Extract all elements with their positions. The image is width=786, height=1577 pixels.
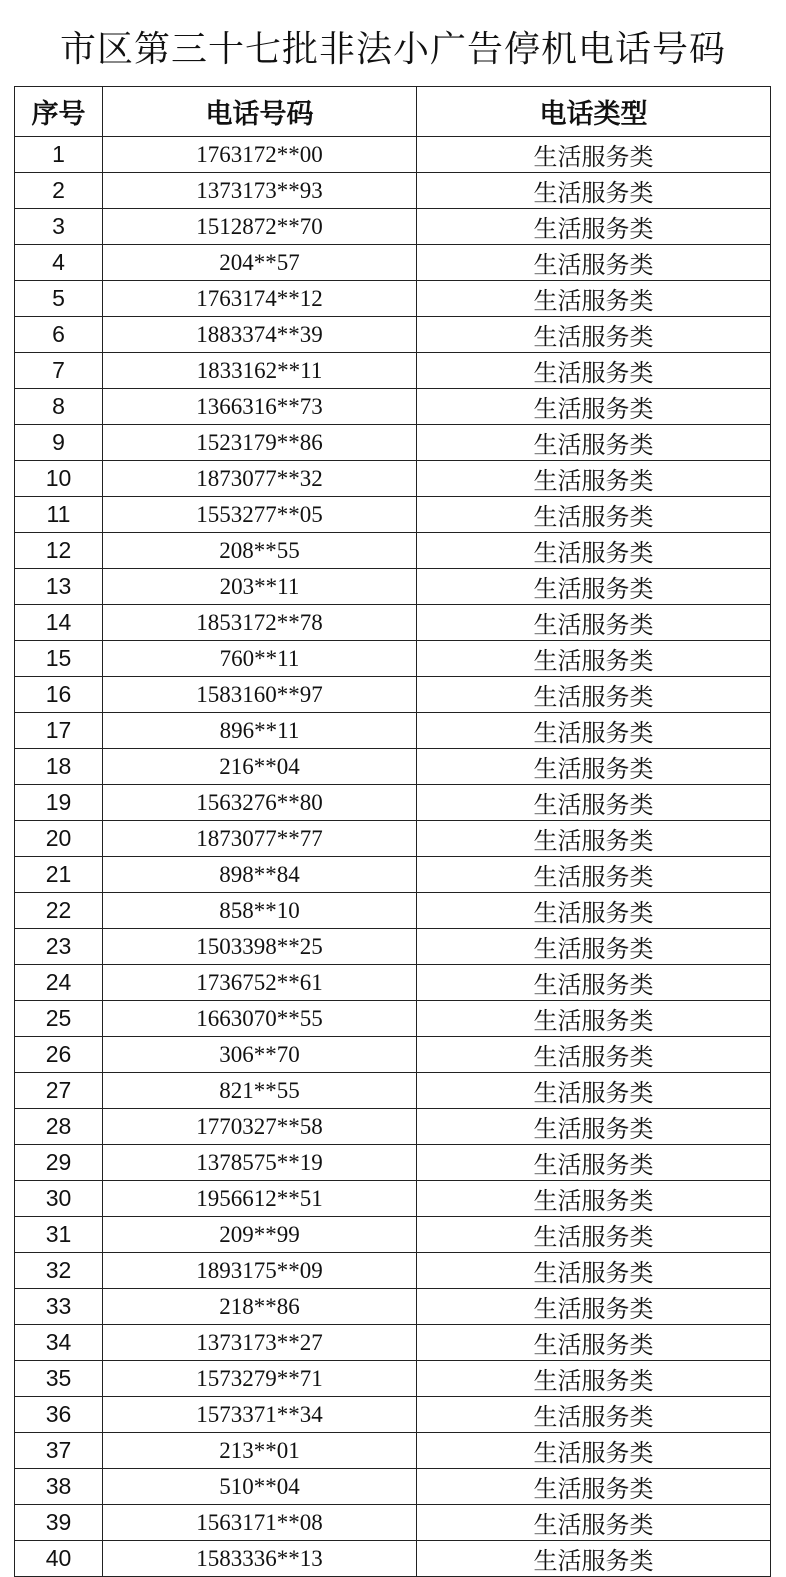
table-row bbox=[15, 1541, 771, 1577]
table-row bbox=[15, 569, 771, 605]
phone-number-cell: 1873077**32 bbox=[103, 461, 417, 497]
row-number-cell: 7 bbox=[15, 353, 103, 389]
phone-number-cell: 1512872**70 bbox=[103, 209, 417, 245]
phone-type-cell: 生活服务类 bbox=[417, 533, 771, 569]
phone-type-cell: 生活服务类 bbox=[417, 965, 771, 1001]
phone-type-cell: 生活服务类 bbox=[417, 245, 771, 281]
phone-type-cell: 生活服务类 bbox=[417, 497, 771, 533]
phone-type-cell: 生活服务类 bbox=[417, 1037, 771, 1073]
phone-type-cell: 生活服务类 bbox=[417, 173, 771, 209]
table-row bbox=[15, 1253, 771, 1289]
row-number-cell: 40 bbox=[15, 1541, 103, 1577]
phone-type-cell: 生活服务类 bbox=[417, 569, 771, 605]
row-number-cell: 12 bbox=[15, 533, 103, 569]
row-number-cell: 14 bbox=[15, 605, 103, 641]
phone-type-cell: 生活服务类 bbox=[417, 281, 771, 317]
row-number-cell: 39 bbox=[15, 1505, 103, 1541]
phone-number-cell: 1873077**77 bbox=[103, 821, 417, 857]
table-header bbox=[15, 87, 771, 137]
phone-type-cell: 生活服务类 bbox=[417, 1505, 771, 1541]
phone-number-cell: 216**04 bbox=[103, 749, 417, 785]
phone-number-cell: 1523179**86 bbox=[103, 425, 417, 461]
phone-number-cell: 1366316**73 bbox=[103, 389, 417, 425]
table-body bbox=[15, 137, 771, 1577]
phone-type-cell: 生活服务类 bbox=[417, 821, 771, 857]
phone-type-cell: 生活服务类 bbox=[417, 1109, 771, 1145]
row-number-cell: 38 bbox=[15, 1469, 103, 1505]
phone-number-cell: 218**86 bbox=[103, 1289, 417, 1325]
table-row bbox=[15, 533, 771, 569]
table-row bbox=[15, 749, 771, 785]
phone-number-cell: 1763172**00 bbox=[103, 137, 417, 173]
table-row bbox=[15, 713, 771, 749]
table-row bbox=[15, 317, 771, 353]
row-number-cell: 32 bbox=[15, 1253, 103, 1289]
table-row bbox=[15, 173, 771, 209]
row-number-cell: 25 bbox=[15, 1001, 103, 1037]
phone-table bbox=[14, 86, 771, 1577]
row-number-cell: 2 bbox=[15, 173, 103, 209]
row-number-cell: 10 bbox=[15, 461, 103, 497]
phone-number-cell: 821**55 bbox=[103, 1073, 417, 1109]
phone-number-cell: 306**70 bbox=[103, 1037, 417, 1073]
table-row bbox=[15, 209, 771, 245]
row-number-cell: 19 bbox=[15, 785, 103, 821]
row-number-cell: 3 bbox=[15, 209, 103, 245]
phone-number-cell: 1956612**51 bbox=[103, 1181, 417, 1217]
phone-number-cell: 1373173**27 bbox=[103, 1325, 417, 1361]
row-number-cell: 29 bbox=[15, 1145, 103, 1181]
table-row bbox=[15, 497, 771, 533]
table-row bbox=[15, 785, 771, 821]
phone-type-cell: 生活服务类 bbox=[417, 1325, 771, 1361]
row-number-cell: 9 bbox=[15, 425, 103, 461]
row-number-cell: 20 bbox=[15, 821, 103, 857]
table-row bbox=[15, 425, 771, 461]
row-number-cell: 23 bbox=[15, 929, 103, 965]
table-row bbox=[15, 1325, 771, 1361]
phone-type-cell: 生活服务类 bbox=[417, 749, 771, 785]
phone-number-cell: 203**11 bbox=[103, 569, 417, 605]
phone-number-cell: 858**10 bbox=[103, 893, 417, 929]
phone-type-cell: 生活服务类 bbox=[417, 1433, 771, 1469]
table-row bbox=[15, 1073, 771, 1109]
phone-number-cell: 204**57 bbox=[103, 245, 417, 281]
table-row bbox=[15, 857, 771, 893]
row-number-cell: 6 bbox=[15, 317, 103, 353]
table-row bbox=[15, 965, 771, 1001]
row-number-cell: 28 bbox=[15, 1109, 103, 1145]
table-row bbox=[15, 137, 771, 173]
row-number-cell: 13 bbox=[15, 569, 103, 605]
phone-type-cell: 生活服务类 bbox=[417, 929, 771, 965]
phone-number-cell: 208**55 bbox=[103, 533, 417, 569]
phone-number-cell: 213**01 bbox=[103, 1433, 417, 1469]
table-row bbox=[15, 1145, 771, 1181]
row-number-cell: 30 bbox=[15, 1181, 103, 1217]
row-number-cell: 34 bbox=[15, 1325, 103, 1361]
phone-type-cell: 生活服务类 bbox=[417, 389, 771, 425]
phone-type-cell: 生活服务类 bbox=[417, 1073, 771, 1109]
phone-type-cell: 生活服务类 bbox=[417, 605, 771, 641]
phone-type-cell: 生活服务类 bbox=[417, 893, 771, 929]
table-row bbox=[15, 821, 771, 857]
phone-number-cell: 1378575**19 bbox=[103, 1145, 417, 1181]
table-row bbox=[15, 605, 771, 641]
row-number-cell: 18 bbox=[15, 749, 103, 785]
table-row bbox=[15, 1361, 771, 1397]
table-row bbox=[15, 1109, 771, 1145]
table-row bbox=[15, 353, 771, 389]
phone-type-cell: 生活服务类 bbox=[417, 641, 771, 677]
phone-type-cell: 生活服务类 bbox=[417, 1145, 771, 1181]
phone-number-cell: 1503398**25 bbox=[103, 929, 417, 965]
phone-type-cell: 生活服务类 bbox=[417, 785, 771, 821]
phone-number-cell: 1893175**09 bbox=[103, 1253, 417, 1289]
phone-number-cell: 1583336**13 bbox=[103, 1541, 417, 1577]
phone-number-cell: 896**11 bbox=[103, 713, 417, 749]
table-row bbox=[15, 245, 771, 281]
phone-number-cell: 1763174**12 bbox=[103, 281, 417, 317]
phone-number-cell: 1583160**97 bbox=[103, 677, 417, 713]
phone-number-cell: 209**99 bbox=[103, 1217, 417, 1253]
row-number-cell: 15 bbox=[15, 641, 103, 677]
table-row bbox=[15, 1037, 771, 1073]
phone-number-cell: 1553277**05 bbox=[103, 497, 417, 533]
row-number-cell: 24 bbox=[15, 965, 103, 1001]
phone-type-cell: 生活服务类 bbox=[417, 353, 771, 389]
phone-number-cell: 1563171**08 bbox=[103, 1505, 417, 1541]
row-number-cell: 4 bbox=[15, 245, 103, 281]
phone-type-cell: 生活服务类 bbox=[417, 1253, 771, 1289]
phone-number-cell: 1736752**61 bbox=[103, 965, 417, 1001]
table-row bbox=[15, 389, 771, 425]
row-number-cell: 27 bbox=[15, 1073, 103, 1109]
phone-number-cell: 1833162**11 bbox=[103, 353, 417, 389]
phone-type-cell: 生活服务类 bbox=[417, 1001, 771, 1037]
phone-type-cell: 生活服务类 bbox=[417, 857, 771, 893]
phone-number-cell: 1373173**93 bbox=[103, 173, 417, 209]
table-row bbox=[15, 1217, 771, 1253]
table-row bbox=[15, 677, 771, 713]
row-number-cell: 36 bbox=[15, 1397, 103, 1433]
phone-type-cell: 生活服务类 bbox=[417, 1217, 771, 1253]
table-row bbox=[15, 1001, 771, 1037]
row-number-cell: 8 bbox=[15, 389, 103, 425]
phone-type-cell: 生活服务类 bbox=[417, 1289, 771, 1325]
phone-number-cell: 760**11 bbox=[103, 641, 417, 677]
phone-number-cell: 1563276**80 bbox=[103, 785, 417, 821]
phone-type-cell: 生活服务类 bbox=[417, 461, 771, 497]
row-number-cell: 31 bbox=[15, 1217, 103, 1253]
phone-type-cell: 生活服务类 bbox=[417, 137, 771, 173]
phone-number-cell: 510**04 bbox=[103, 1469, 417, 1505]
row-number-cell: 22 bbox=[15, 893, 103, 929]
phone-number-cell: 1573279**71 bbox=[103, 1361, 417, 1397]
page-title: 市区第三十七批非法小广告停机电话号码 bbox=[59, 29, 726, 70]
phone-type-cell: 生活服务类 bbox=[417, 425, 771, 461]
row-number-cell: 21 bbox=[15, 857, 103, 893]
table-row bbox=[15, 1469, 771, 1505]
table-row bbox=[15, 461, 771, 497]
phone-type-cell: 生活服务类 bbox=[417, 317, 771, 353]
table-row bbox=[15, 1289, 771, 1325]
row-number-cell: 1 bbox=[15, 137, 103, 173]
phone-number-cell: 1663070**55 bbox=[103, 1001, 417, 1037]
phone-type-cell: 生活服务类 bbox=[417, 1181, 771, 1217]
row-number-cell: 5 bbox=[15, 281, 103, 317]
phone-type-cell: 生活服务类 bbox=[417, 1541, 771, 1577]
header-phone: 电话号码 bbox=[103, 87, 417, 137]
phone-type-cell: 生活服务类 bbox=[417, 209, 771, 245]
phone-number-cell: 1853172**78 bbox=[103, 605, 417, 641]
table-row bbox=[15, 281, 771, 317]
row-number-cell: 35 bbox=[15, 1361, 103, 1397]
phone-type-cell: 生活服务类 bbox=[417, 713, 771, 749]
row-number-cell: 37 bbox=[15, 1433, 103, 1469]
row-number-cell: 16 bbox=[15, 677, 103, 713]
header-row bbox=[15, 87, 771, 137]
table-row bbox=[15, 1181, 771, 1217]
phone-number-cell: 1883374**39 bbox=[103, 317, 417, 353]
row-number-cell: 17 bbox=[15, 713, 103, 749]
row-number-cell: 26 bbox=[15, 1037, 103, 1073]
header-type: 电话类型 bbox=[417, 87, 771, 137]
table-row bbox=[15, 929, 771, 965]
table-row bbox=[15, 1505, 771, 1541]
row-number-cell: 33 bbox=[15, 1289, 103, 1325]
phone-type-cell: 生活服务类 bbox=[417, 677, 771, 713]
phone-number-cell: 1573371**34 bbox=[103, 1397, 417, 1433]
table-row bbox=[15, 1397, 771, 1433]
table-row bbox=[15, 641, 771, 677]
row-number-cell: 11 bbox=[15, 497, 103, 533]
phone-type-cell: 生活服务类 bbox=[417, 1469, 771, 1505]
phone-number-cell: 1770327**58 bbox=[103, 1109, 417, 1145]
phone-type-cell: 生活服务类 bbox=[417, 1361, 771, 1397]
table-row bbox=[15, 1433, 771, 1469]
table-row bbox=[15, 893, 771, 929]
header-no: 序号 bbox=[15, 87, 103, 137]
phone-type-cell: 生活服务类 bbox=[417, 1397, 771, 1433]
phone-number-cell: 898**84 bbox=[103, 857, 417, 893]
